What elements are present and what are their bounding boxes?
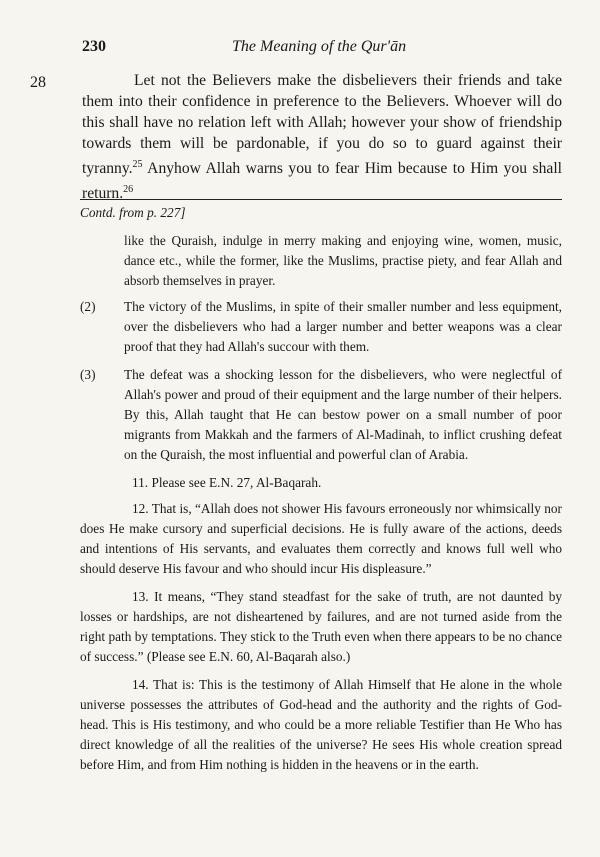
note-13: 13. It means, “They stand steadfast for the sake of truth, are not daunted by losses or hardships, are not disheartened by failures, and are not turned aside from the right path by temptations. They stick to the Truth even when there appears to be no chance of success.” (Please see E.N. 60, Al-Baqarah also.)	[80, 589, 562, 664]
note-11: 11. Please see E.N. 27, Al-Baqarah.	[132, 475, 322, 490]
section-divider	[80, 199, 562, 200]
verse-text	[82, 70, 562, 204]
book-title: The Meaning of the Qur'ān	[232, 38, 407, 55]
continued-text: like the Quraish, indulge in merry making and enjoying wine, women, music, dance etc., while the former, like the Muslims, practise piety, and fear Allah and absorb themselves in prayer.	[124, 233, 562, 288]
note-12: 12. That is, “Allah does not shower His favours erroneously nor whimsically nor does He make cursory and superficial decisions. He is fully aware of the actions, deeds and intentions of His servants, and evaluates them correctly and knows full well who should deserve His favour and who should incur His displeasure.”	[80, 501, 562, 576]
verse-paragraph	[82, 70, 562, 204]
page-number: 230	[82, 38, 106, 55]
continued-label: Contd. from p. 227]	[80, 205, 186, 220]
note-item-number: (3)	[80, 367, 96, 382]
explanatory-notes	[80, 203, 562, 783]
verse-number: 28	[30, 74, 46, 91]
note-item-2	[80, 297, 562, 357]
note-item-text: The defeat was a shocking lesson for the disbelievers, who were neglectful of Allah's power and proud of their equipment and the large number of their helpers. By this, Allah taught that He can bestow power on a small number of poor migrants from Makkah and the farmers of Al-Madinah, to inflict crushing defeat on the Quraish, the most influential and powerful clan of Arabia.	[124, 367, 562, 462]
footnote-ref-25: 25	[132, 159, 143, 170]
verse-text-part2: Anyhow Allah warns you to fear Him because to Him you shall return.	[82, 160, 562, 203]
verse-text-part1: Let not the Believers make the disbelievers their friends and take them into their confidence in preference to the Believers. Whoever will do this shall have no relation left with Allah; however your show of friendship towards them will be pardonable, if you do so to guard against their tyranny.	[82, 72, 562, 178]
footnote-ref-26: 26	[123, 184, 134, 196]
page-header	[82, 38, 562, 60]
note-item-number: (2)	[80, 299, 96, 314]
note-14: 14. That is: This is the testimony of Allah Himself that He alone in the whole universe possesses the attributes of God-head and the authority and the rights of God-head. This is His testimony, and who could be a more reliable Testifier than He Who has direct knowledge of all the realities of the universe? He sees His whole creation spread before Him, and from Him nothing is hidden in the heavens or in the earth.	[80, 677, 562, 772]
note-item-3	[80, 365, 562, 465]
note-item-text: The victory of the Muslims, in spite of their smaller number and less equipment, over the disbelievers who had a larger number and better weapons was a clear proof that they had Allah's succour with them.	[124, 299, 562, 354]
